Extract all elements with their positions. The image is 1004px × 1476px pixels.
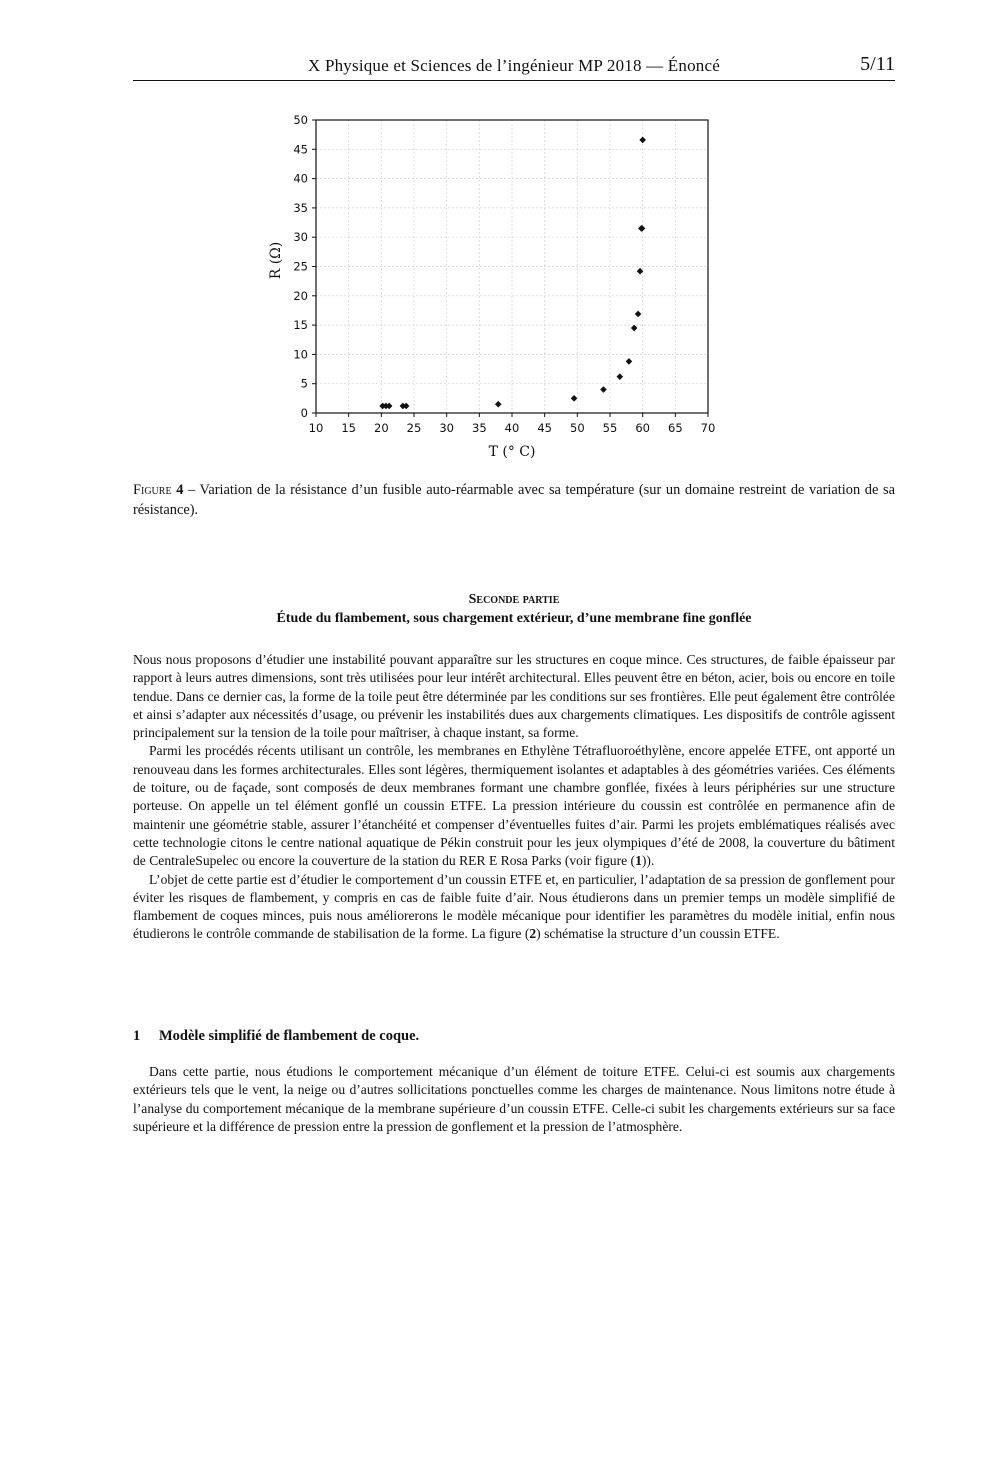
paragraph-3: L’objet de cette partie est d’étudier le comportement d’un coussin ETFE et, en particulier, l’adaptation de sa pression de gonflement pour éviter les risques de flambement, y compris en cas de faible fuite d’air. Nous étudierons dans un premier temps un modèle simplifié de flambement de coques minces, puis nous améliorerons le modèle mécanique pour identifier les paramètres du modèle initial, enfin nous étudierons le contrôle commande de stabilisation de la forme. La figure (2) schématise la structure d’un coussin ETFE. bbox=[133, 871, 895, 942]
x-tick-label: 45 bbox=[537, 421, 552, 435]
y-tick-label: 5 bbox=[300, 376, 308, 391]
x-tick-label: 40 bbox=[504, 421, 520, 435]
x-tick-label: 50 bbox=[570, 421, 585, 435]
x-axis-label: T (° C) bbox=[488, 444, 536, 460]
data-point bbox=[495, 401, 502, 408]
x-tick-label: 35 bbox=[472, 421, 487, 435]
page-number: 5/11 bbox=[860, 53, 895, 75]
y-tick-label: 10 bbox=[293, 347, 308, 362]
figure-number: 4 bbox=[176, 482, 184, 498]
figure-ref-1: 1 bbox=[635, 853, 642, 869]
y-tick-label: 50 bbox=[293, 113, 308, 127]
y-tick-label: 25 bbox=[293, 259, 308, 274]
x-tick-label: 70 bbox=[700, 421, 716, 435]
data-point bbox=[571, 395, 578, 402]
x-tick-label: 65 bbox=[668, 421, 683, 435]
data-point bbox=[639, 225, 646, 232]
x-tick-label: 15 bbox=[341, 421, 356, 435]
page-header bbox=[133, 52, 895, 81]
section-heading bbox=[133, 1028, 895, 1045]
y-tick-label: 30 bbox=[293, 230, 308, 245]
x-tick-label: 55 bbox=[602, 421, 618, 435]
x-tick-label: 60 bbox=[635, 421, 650, 435]
figure-ref-2: 2 bbox=[529, 926, 537, 942]
section-number: 1 bbox=[133, 1028, 141, 1044]
y-tick-label: 40 bbox=[293, 171, 308, 186]
data-point bbox=[631, 325, 638, 332]
x-tick-label: 20 bbox=[374, 421, 389, 435]
y-tick-label: 0 bbox=[300, 406, 308, 420]
x-tick-label: 25 bbox=[406, 421, 422, 435]
figure-label: Figure bbox=[133, 482, 172, 498]
figure-caption bbox=[133, 480, 895, 520]
header-title: X Physique et Sciences de l’ingénieur MP 2018 — Énoncé bbox=[308, 56, 720, 75]
x-tick-label: 30 bbox=[439, 421, 454, 435]
y-tick-label: 20 bbox=[293, 288, 308, 303]
resistance-temperature-chart bbox=[255, 104, 725, 469]
data-point bbox=[617, 373, 624, 380]
part-title: Étude du flambement, sous chargement extérieur, d’une membrane fine gonflée bbox=[276, 611, 752, 626]
data-point bbox=[639, 137, 646, 144]
paragraph-2: Parmi les procédés récents utilisant un contrôle, les membranes en Ethylène Tétrafluoroéthylène, encore appelée ETFE, ont apporté un renouveau dans les formes architecturales. Elles sont légères, thermiquement isolantes et adaptables à des géométries variées. Ces éléments de toiture, ou de façade, sont composés de deux membranes formant une chambre gonflée, fixées à leurs périphéries sur une structure porteuse. On appelle un tel élément gonflé un coussin ETFE. La pression intérieure du coussin est contrôlée en permanence afin de maintenir une géométrie stable, assurer l’étanchéité et compenser d’éventuelles fuites d’air. Parmi les projets emblématiques réalisés avec cette technologie citons le centre national aquatique de Pékin construit pour les jeux olympiques d’été de 2008, la couverture du bâtiment de CentraleSupelec ou encore la couverture de la station du RER E Rosa Parks (voir figure (1)). bbox=[133, 743, 895, 869]
paragraph-1: Nous nous proposons d’étudier une instabilité pouvant apparaître sur les structures en coque mince. Ces structures, de faible épaisseur par rapport à leurs autres dimensions, sont très utilisées pour leur intérêt architectural. Elles peuvent être en béton, acier, bois ou encore en toile tendue. Dans ce dernier cas, la forme de la toile peut être déterminée par les conditions sur ses frontières. Elle peut également être contrôlée et ainsi s’adapter aux nécessités d’usage, ou prévenir les instabilités dues aux chargements climatiques. Les dispositifs de contrôle agissent principalement sur la tension de la toile pour maîtriser, à chaque instant, sa forme. bbox=[133, 652, 895, 741]
data-point bbox=[635, 311, 642, 318]
y-tick-label: 35 bbox=[293, 200, 308, 215]
y-tick-label: 45 bbox=[293, 142, 308, 157]
part-label: Seconde partie bbox=[468, 592, 560, 607]
data-point bbox=[600, 386, 607, 393]
body-text bbox=[133, 651, 895, 944]
data-point bbox=[626, 358, 633, 365]
x-tick-label: 10 bbox=[308, 421, 324, 435]
section-paragraph: Dans cette partie, nous étudions le comportement mécanique d’un élément de toiture ETFE. Celui-ci est soumis aux chargements extérieurs tels que le vent, la neige ou d’autres sollicitations ponctuelles comme les charges de maintenance. Nous limitons notre étude à l’analyse du comportement mécanique de la membrane supérieure d’un coussin ETFE. Celle-ci subit les chargements extérieurs sur sa face supérieure et la différence de pression entre la pression de gonflement et la pression de l’atmosphère. bbox=[133, 1064, 895, 1134]
y-tick-label: 15 bbox=[293, 318, 308, 333]
section-title: Modèle simplifié de flambement de coque. bbox=[159, 1028, 420, 1044]
caption-text: – Variation de la résistance d’un fusible auto-réarmable avec sa température (sur un domaine restreint de variation de sa résistance). bbox=[133, 482, 895, 518]
y-axis-label: R (Ω) bbox=[268, 241, 284, 280]
part-heading bbox=[133, 590, 895, 628]
